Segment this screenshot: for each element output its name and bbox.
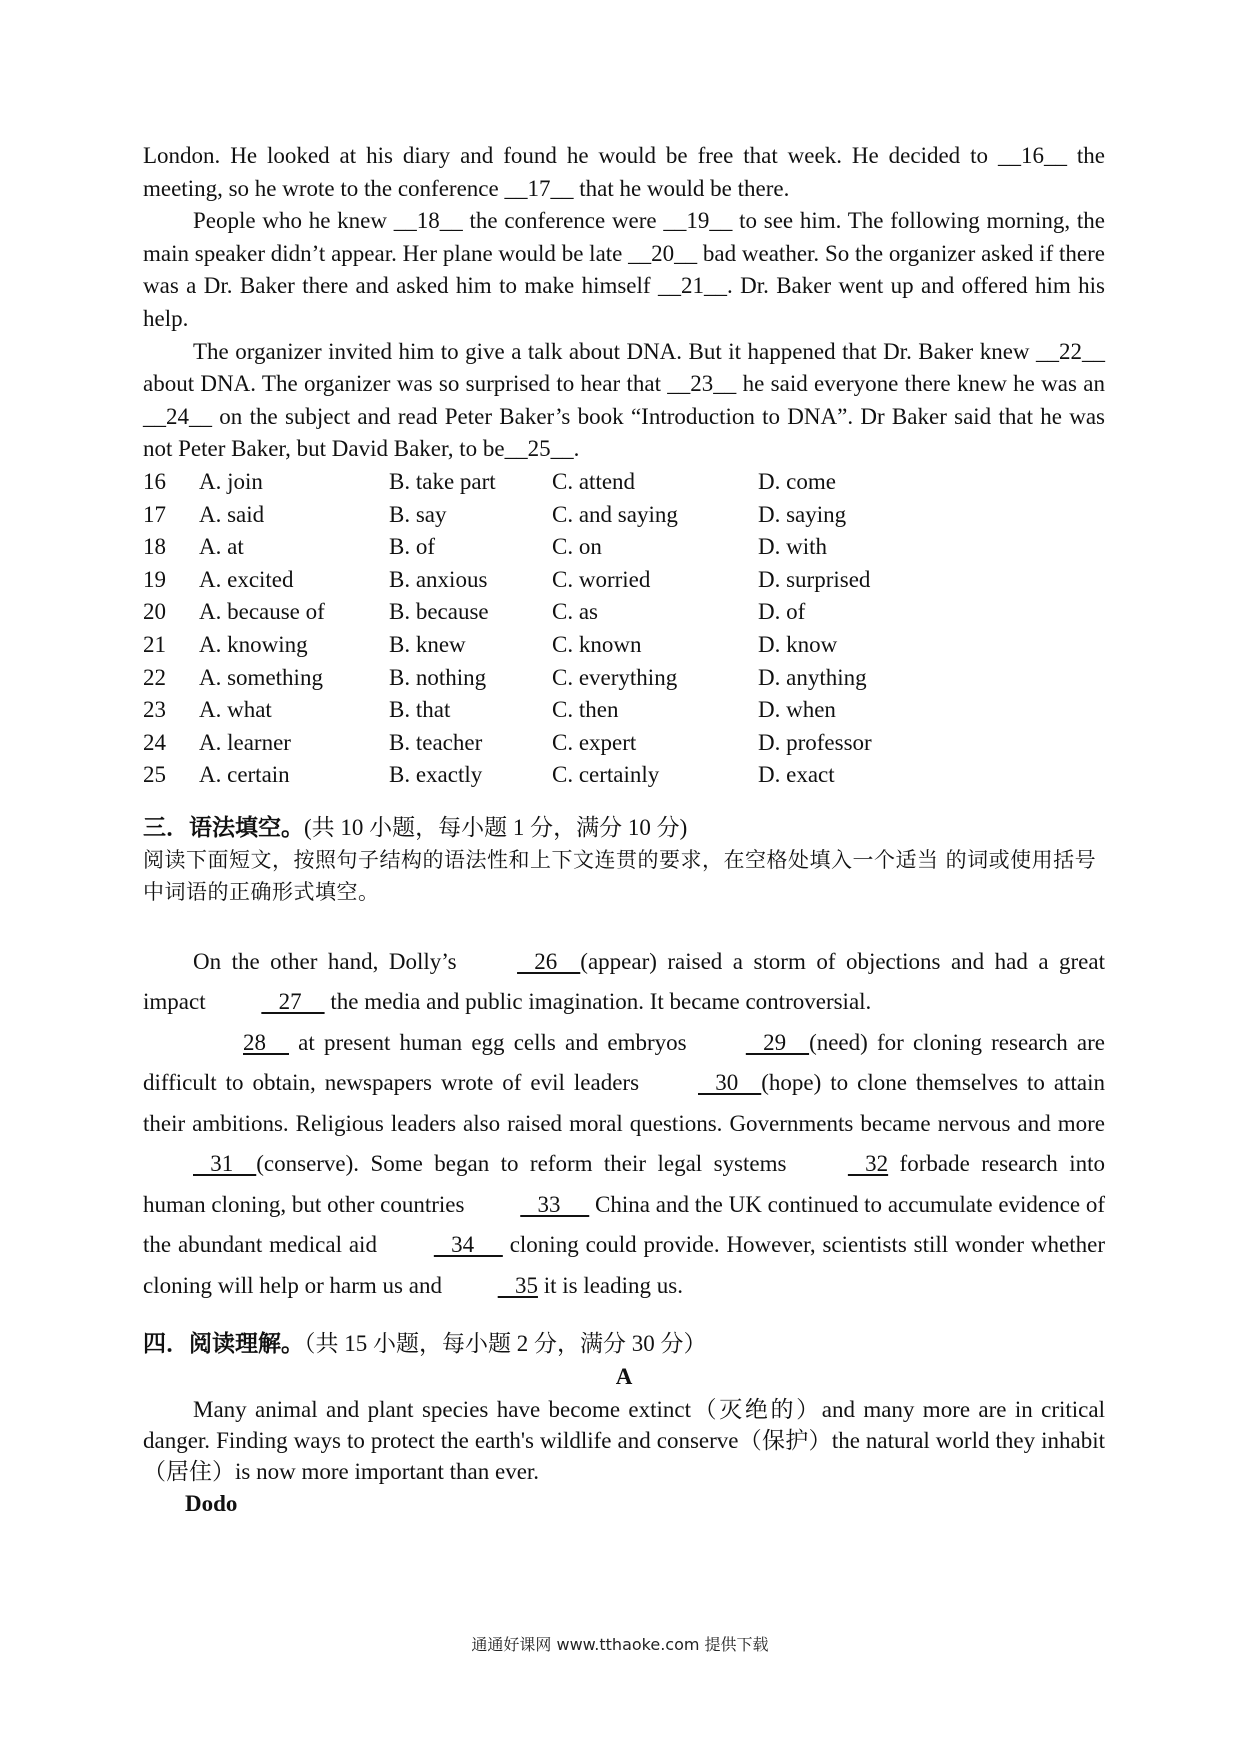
- question-number: 24: [143, 729, 166, 755]
- blank-29: 29: [745, 1029, 810, 1055]
- option-c: C. known: [552, 631, 642, 657]
- option-b: B. exactly: [389, 762, 483, 788]
- text-run: (need) for cloning research are difficult to obtain, newspapers wrote of evil leaders: [143, 1029, 1105, 1096]
- question-number: 17: [143, 501, 166, 527]
- option-c: C. everything: [552, 664, 678, 690]
- option-d: D. of: [758, 599, 806, 625]
- question-number: 25: [143, 762, 166, 788]
- passage-subheading: Dodo: [185, 1491, 238, 1517]
- option-c: C. then: [552, 697, 619, 723]
- option-a: A. certain: [199, 762, 290, 788]
- question-number: 18: [143, 534, 166, 560]
- option-d: D. anything: [758, 664, 867, 690]
- option-b: B. nothing: [389, 664, 487, 690]
- cloze-paragraph-3: The organizer invited him to give a talk about DNA. But it happened that Dr. Baker knew __22__ about DNA. The organizer was so surprised to hear that __23__ he said everyone there knew he was an __24__ on the subject and read Peter Baker’s book “Introduction to DNA”. Dr Baker said that he was not Peter Baker, but David Baker, to be__25__.: [143, 338, 1105, 462]
- option-b: B. knew: [389, 631, 466, 657]
- exam-page: [143, 140, 1105, 1521]
- option-d: D. come: [758, 468, 836, 494]
- option-c: C. certainly: [552, 762, 660, 788]
- option-d: D. with: [758, 534, 827, 560]
- option-row: [143, 694, 1105, 727]
- option-b: B. anxious: [389, 566, 488, 592]
- option-b: B. take part: [389, 468, 496, 494]
- text-run: cloning could provide. However, scientists still wonder whether cloning will help or harm us and: [143, 1232, 1105, 1298]
- grammar-paragraph-1: [143, 942, 1105, 1023]
- option-row: [143, 759, 1105, 792]
- reading-title-scoring: （共 15 小题，每小题 2 分，满分 30 分）: [304, 1331, 707, 1357]
- question-number: 20: [143, 599, 166, 625]
- option-c: C. worried: [552, 566, 651, 592]
- blank-27: 27: [261, 989, 325, 1015]
- option-c: C. on: [552, 534, 602, 560]
- option-d: D. saying: [758, 501, 847, 527]
- grammar-paragraph-2: [143, 1023, 1105, 1307]
- option-a: A. learner: [199, 729, 291, 755]
- blank-28: 28: [243, 1029, 289, 1055]
- option-a: A. knowing: [199, 631, 308, 657]
- text-run: (conserve). Some began to reform their legal systems: [256, 1151, 798, 1177]
- text-run: forbade research into human cloning, but other countries: [143, 1151, 1106, 1217]
- option-c: C. and saying: [552, 501, 678, 527]
- option-a: A. said: [199, 501, 265, 527]
- option-d: D. professor: [758, 729, 872, 755]
- blank-26: 26: [517, 948, 581, 974]
- option-a: A. at: [199, 534, 244, 560]
- option-c: C. attend: [552, 468, 636, 494]
- option-b: B. teacher: [389, 729, 483, 755]
- option-c: C. as: [552, 599, 598, 625]
- option-d: D. exact: [758, 762, 835, 788]
- reading-section-title: [143, 1328, 1105, 1360]
- option-a: A. excited: [199, 566, 294, 592]
- blank-35: 35: [497, 1272, 538, 1298]
- blank-32: 32: [847, 1151, 889, 1177]
- question-number: 22: [143, 664, 166, 690]
- cloze-options-table: [143, 466, 1105, 792]
- cloze-paragraph-2: People who he knew __18__ the conference were __19__ to see him. The following morning, the main speaker didn’t appear. Her plane would be late __20__ bad weather. So the organizer asked if there was a Dr. Baker there and asked him to make himself __21__. Dr. Baker went up and offered him his help.: [143, 208, 1105, 331]
- blank-30: 30: [698, 1070, 762, 1096]
- text-run: On the other hand, Dolly’s: [193, 948, 468, 974]
- option-row: [143, 727, 1105, 760]
- grammar-section-title: [143, 812, 1105, 844]
- question-number: 23: [143, 697, 166, 723]
- option-b: B. say: [389, 501, 447, 527]
- option-b: B. because: [389, 599, 489, 625]
- option-b: B. of: [389, 534, 435, 560]
- text-run: at present human egg cells and embryos: [289, 1029, 696, 1055]
- grammar-title-scoring: (共 10 小题，每小题 1 分，满分 10 分): [304, 814, 688, 840]
- option-d: D. when: [758, 697, 836, 723]
- passage-label: A: [615, 1364, 633, 1390]
- text-run: China and the UK continued to accumulate evidence of the abundant medical aid: [143, 1191, 1106, 1258]
- question-number: 19: [143, 566, 166, 592]
- grammar-instruction: 阅读下面短文，按照句子结构的语法性和上下文连贯的要求，在空格处填入一个适当 的词或使用括号中词语的正确形式填空。: [143, 847, 1097, 904]
- option-a: A. join: [199, 468, 263, 494]
- text-run: it is leading us.: [537, 1272, 683, 1298]
- option-row: [143, 629, 1105, 662]
- reading-title-bold: 四．阅读理解。: [143, 1331, 304, 1358]
- option-a: A. because of: [199, 599, 325, 625]
- option-b: B. that: [389, 697, 451, 723]
- option-row: [143, 564, 1105, 597]
- question-number: 21: [143, 631, 166, 657]
- grammar-title-bold: 三．语法填空。: [143, 814, 304, 841]
- text-run: (appear) raised a storm of objections and had a great impact: [143, 948, 1105, 1015]
- cloze-paragraph-1: London. He looked at his diary and found he would be free that week. He decided to __16__ the meeting, so he wrote to the conference __17__ that he would be there.: [143, 143, 1105, 201]
- page-footer: 通通好课网 www.tthaoke.com 提供下载: [471, 1635, 769, 1654]
- option-c: C. expert: [552, 729, 637, 755]
- option-row: [143, 596, 1105, 629]
- text-run: (hope) to clone themselves to attain their ambitions. Religious leaders also raised moral questions. Governments became nervous and more: [143, 1070, 1105, 1136]
- blank-33: 33: [520, 1191, 590, 1217]
- option-d: D. surprised: [758, 566, 871, 592]
- option-a: A. something: [199, 664, 323, 690]
- option-row: [143, 531, 1105, 564]
- reading-intro: Many animal and plant species have become extinct（灭绝的）and many more are in critical danger. Finding ways to protect the earth's wildlife and conserve（保护）the natural world they inhabit（居住）is now more important than ever.: [143, 1397, 1105, 1485]
- blank-34: 34: [433, 1232, 503, 1258]
- option-row: [143, 466, 1105, 499]
- text-run: the media and public imagination. It became controversial.: [324, 989, 872, 1015]
- option-a: A. what: [199, 697, 272, 723]
- option-d: D. know: [758, 631, 838, 657]
- blank-31: 31: [193, 1151, 257, 1177]
- option-row: [143, 499, 1105, 532]
- option-row: [143, 662, 1105, 695]
- question-number: 16: [143, 468, 166, 494]
